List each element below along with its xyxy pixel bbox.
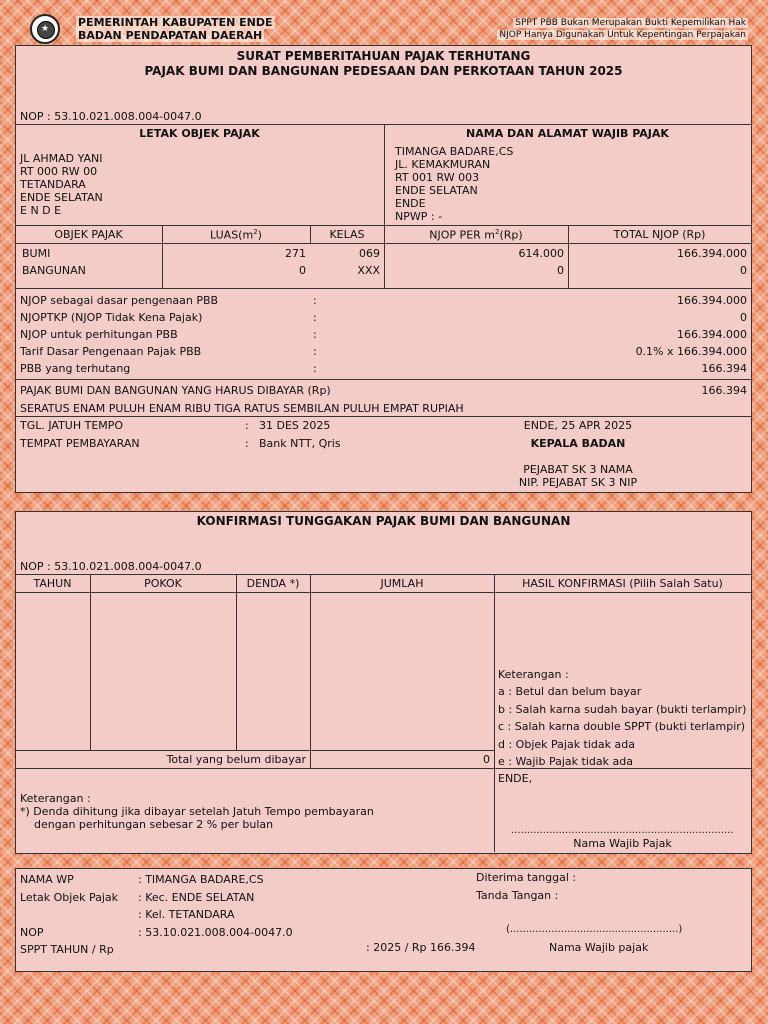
- konfirmasi-nop: NOP : 53.10.021.008.004-0047.0: [20, 560, 202, 573]
- note-line: *) Denda dihitung jika dibayar setelah Jatuh Tempo pembayaran: [20, 805, 374, 818]
- nama-wp-label: NAMA WP: [20, 873, 74, 886]
- colon: :: [313, 362, 317, 375]
- col-tahun: TAHUN: [33, 577, 72, 590]
- pbb-due-value: 166.394: [701, 384, 747, 397]
- agency-name: BADAN PENDAPATAN DAERAH: [78, 29, 263, 42]
- kecamatan-value: : Kec. ENDE SELATAN: [138, 890, 255, 904]
- row-kelas: XXX: [357, 264, 380, 277]
- address-line: TETANDARA: [20, 178, 86, 191]
- diterima-tanggal: Diterima tanggal :: [476, 871, 577, 884]
- letak-objek-label: Letak Objek Pajak: [20, 890, 119, 904]
- sppt-nop: NOP : 53.10.021.008.004-0047.0: [20, 110, 202, 123]
- calc-label: NJOPTKP (NJOP Tidak Kena Pajak): [20, 311, 203, 324]
- address-line: RT 001 RW 003: [395, 171, 480, 184]
- calc-label: PBB yang terhutang: [20, 362, 131, 375]
- pbb-due-label: PAJAK BUMI DAN BANGUNAN YANG HARUS DIBAYAR (Rp): [20, 384, 331, 397]
- col-denda: DENDA *): [246, 577, 300, 590]
- divider: [15, 416, 751, 417]
- row-objek: BUMI: [22, 247, 51, 260]
- tanda-terima-panel: [15, 868, 752, 972]
- note-title: Keterangan :: [20, 792, 91, 805]
- divider: [15, 379, 751, 380]
- calc-label: NJOP untuk perhitungan PBB: [20, 328, 178, 341]
- sppt-tahun-label: SPPT TAHUN / Rp: [20, 943, 114, 956]
- col-total-njop: TOTAL NJOP (Rp): [613, 228, 706, 241]
- signature-line: ......................................................................: [511, 825, 734, 836]
- total-belum-dibayar-value: 0: [483, 753, 490, 766]
- option-a[interactable]: a : Betul dan belum bayar: [498, 685, 642, 699]
- sign-title: KEPALA BADAN: [530, 437, 626, 450]
- col-objek-pajak: OBJEK PAJAK: [54, 228, 123, 241]
- divider: [15, 750, 494, 751]
- col-luas: $LUAS(m^2)$: [210, 228, 262, 242]
- option-b[interactable]: b : Salah karna sudah bayar (bukti terlampir): [498, 702, 747, 716]
- nop-label: NOP: [20, 925, 44, 939]
- konfirmasi-signer: Nama Wajib Pajak: [573, 837, 672, 850]
- option-c[interactable]: c : Salah karna double SPPT (bukti terlampir): [498, 720, 746, 734]
- konfirmasi-notes: [20, 792, 374, 831]
- jatuh-tempo-value: 31 DES 2025: [259, 419, 331, 432]
- calc-value: 0: [740, 311, 747, 324]
- address-line: ENDE: [395, 197, 426, 210]
- col-njop-per-m2: NJOP PER $m^2(Rp)$: [429, 228, 523, 242]
- tanda-terima-values: [138, 871, 293, 941]
- notice-ownership: SPPT PBB Bukan Merupakan Bukti Kepemilikan Hak: [515, 18, 746, 28]
- calc-value: 166.394.000: [677, 328, 747, 341]
- jatuh-tempo-label: TGL. JATUH TEMPO: [20, 419, 124, 432]
- divider: [15, 574, 751, 575]
- divider: [15, 243, 751, 244]
- wajib-pajak-address: [395, 145, 513, 223]
- address-line: JL AHMAD YANI: [20, 152, 103, 165]
- col-jumlah: JUMLAH: [380, 577, 424, 590]
- sppt-title: SURAT PEMBERITAHUAN PAJAK TERHUTANG: [236, 49, 531, 63]
- row-luas: 0: [299, 264, 306, 277]
- kelurahan-value: : Kel. TETANDARA: [138, 908, 235, 921]
- calc-values: [636, 292, 747, 377]
- divider: [310, 574, 311, 768]
- konfirmasi-title: KONFIRMASI TUNGGAKAN PAJAK BUMI DAN BANGUNAN: [196, 514, 571, 528]
- address-line: JL. KEMAKMURAN: [395, 158, 491, 171]
- option-d[interactable]: d : Objek Pajak tidak ada: [498, 737, 635, 751]
- tempat-pembayaran-label: TEMPAT PEMBAYARAN: [20, 437, 140, 450]
- row-kelas: 069: [359, 247, 380, 260]
- letak-objek-address: [20, 152, 103, 217]
- colon: :: [313, 328, 317, 341]
- row-njop-per: 0: [557, 264, 564, 277]
- sppt-subtitle: PAJAK BUMI DAN BANGUNAN PEDESAAN DAN PERKOTAAN TAHUN 2025: [144, 64, 623, 78]
- nama-wp-value: : TIMANGA BADARE,CS: [138, 873, 264, 886]
- tempat-pembayaran-value: Bank NTT, Qris: [259, 437, 341, 450]
- calc-label: Tarif Dasar Pengenaan Pajak PBB: [20, 345, 202, 358]
- row-total: 0: [740, 264, 747, 277]
- total-belum-dibayar-label: Total yang belum dibayar: [166, 753, 306, 766]
- address-line: RT 000 RW 00: [20, 165, 98, 178]
- address-line: ENDE SELATAN: [395, 184, 478, 197]
- notice-njop: NJOP Hanya Digunakan Untuk Kepentingan Perpajakan: [499, 30, 746, 40]
- row-total: 166.394.000: [677, 247, 747, 260]
- note-line: dengan perhitungan sebesar 2 % per bulan: [34, 818, 274, 831]
- address-line: ENDE SELATAN: [20, 191, 103, 204]
- col-pokok: POKOK: [144, 577, 182, 590]
- npwp: NPWP : -: [395, 210, 443, 223]
- pbb-terbilang: SERATUS ENAM PULUH ENAM RIBU TIGA RATUS SEMBILAN PULUH EMPAT RUPIAH: [20, 402, 464, 415]
- row-objek: BANGUNAN: [22, 264, 86, 277]
- nop-value: : 53.10.021.008.004-0047.0: [138, 925, 293, 939]
- address-line: TIMANGA BADARE,CS: [395, 145, 514, 158]
- tanda-terima-signer: Nama Wajib pajak: [549, 941, 649, 954]
- wajib-pajak-header: NAMA DAN ALAMAT WAJIB PAJAK: [466, 127, 669, 140]
- ende-regency-emblem: ★: [30, 14, 60, 44]
- keterangan-title: Keterangan :: [498, 668, 569, 681]
- divider: [494, 574, 495, 852]
- gov-name: PEMERINTAH KABUPATEN ENDE: [78, 16, 273, 29]
- colon: :: [313, 311, 317, 324]
- calc-label: NJOP sebagai dasar pengenaan PBB: [20, 294, 219, 307]
- signature-line: (.....................................................): [506, 924, 683, 935]
- col-kelas: KELAS: [329, 228, 365, 241]
- calc-labels: [20, 292, 218, 377]
- colon: :: [245, 437, 249, 450]
- col-hasil-konfirmasi: HASIL KONFIRMASI (Pilih Salah Satu): [522, 577, 723, 590]
- row-luas: 271: [285, 247, 306, 260]
- sign-nip: NIP. PEJABAT SK 3 NIP: [518, 476, 638, 489]
- divider: [15, 225, 751, 226]
- sign-place-date: ENDE, 25 APR 2025: [523, 419, 633, 432]
- calc-value: 166.394: [701, 362, 747, 375]
- calc-colons: [313, 292, 317, 377]
- address-line: E N D E: [20, 204, 62, 217]
- konfirmasi-place: ENDE,: [498, 772, 533, 785]
- colon: :: [313, 294, 317, 307]
- letak-objek-header: LETAK OBJEK PAJAK: [139, 127, 260, 140]
- divider: [90, 574, 91, 750]
- divider: [15, 124, 751, 125]
- konfirmasi-options: [498, 666, 746, 770]
- sign-name: PEJABAT SK 3 NAMA: [523, 463, 633, 476]
- row-njop-per: 614.000: [518, 247, 564, 260]
- divider: [15, 288, 751, 289]
- sppt-tahun-value: : 2025 / Rp 166.394: [366, 941, 476, 954]
- colon: :: [313, 345, 317, 358]
- tanda-tangan: Tanda Tangan :: [476, 889, 559, 902]
- divider: [236, 574, 237, 750]
- divider: [15, 592, 751, 593]
- calc-value: 0.1% x 166.394.000: [635, 345, 747, 358]
- colon: :: [245, 419, 249, 432]
- option-e[interactable]: e : Wajib Pajak tidak ada: [498, 755, 633, 769]
- tanda-terima-labels: [20, 871, 118, 959]
- calc-value: 166.394.000: [677, 294, 747, 307]
